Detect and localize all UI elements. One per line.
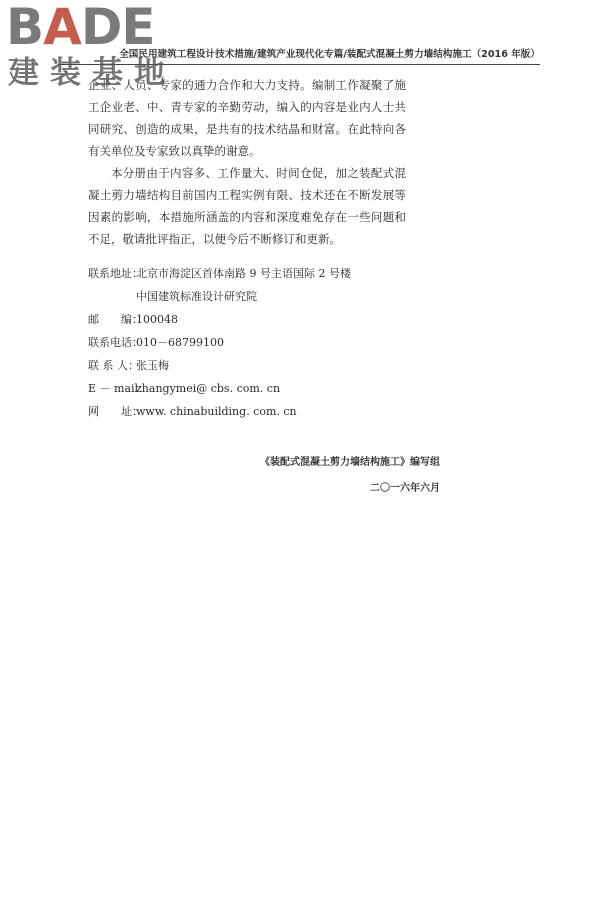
postcode-row <box>88 308 351 331</box>
address-label: 联系地址： <box>88 267 143 280</box>
watermark-logo <box>6 2 206 102</box>
editorial-group: 《装配式混凝土剪力墙结构施工》编写组 <box>260 457 440 468</box>
address-row <box>88 262 351 285</box>
address-line1: 北京市海淀区首体南路 9 号主语国际 2 号楼 <box>136 267 351 280</box>
web-row <box>88 400 351 423</box>
postcode-label: 邮 编： <box>88 313 143 326</box>
running-header: 全国民用建筑工程设计技术措施/建筑产业现代化专篇/装配式混凝土剪力墙结构施工（2016 年版） <box>119 49 540 60</box>
email-row <box>88 377 351 400</box>
paragraph: 企业、人员、专家的通力合作和大力支持。编制工作凝聚了施工企业老、中、青专家的辛勤劳动，编入的内容是业内人士共同研究、创造的成果，是共有的技术结晶和财富。在此特向各有关单位及专家致以真挚的谢意。 <box>88 78 406 158</box>
paragraph: 本分册由于内容多、工作量大、时间仓促，加之装配式混凝土剪力墙结构目前国内工程实例有限、技术还在不断发展等因素的影响，本措施所涵盖的内容和深度难免存在一些问题和不足，敬请批评指正，以便今后不断修订和更新。 <box>88 166 406 246</box>
email-label: E － mail： <box>88 382 150 395</box>
phone-value: 010－68799100 <box>136 336 224 349</box>
phone-row <box>88 331 351 354</box>
address-row-2 <box>88 285 351 308</box>
address-line2: 中国建筑标准设计研究院 <box>136 290 257 303</box>
contact-block <box>88 262 351 423</box>
postcode-value: 100048 <box>136 313 178 326</box>
phone-label: 联系电话： <box>88 336 143 349</box>
person-row <box>88 354 351 377</box>
watermark-latin: BADE <box>6 0 155 56</box>
watermark-cjk: 建装基地 <box>8 55 176 91</box>
signature-date: 二〇一六年六月 <box>370 483 440 494</box>
web-value: www. chinabuilding. com. cn <box>136 405 297 418</box>
signature-block <box>260 450 440 502</box>
web-label: 网 址： <box>88 405 143 418</box>
person-value: 张玉梅 <box>136 359 169 372</box>
email-value: zhangymei@ cbs. com. cn <box>136 382 281 395</box>
person-label: 联 系 人： <box>88 359 139 372</box>
